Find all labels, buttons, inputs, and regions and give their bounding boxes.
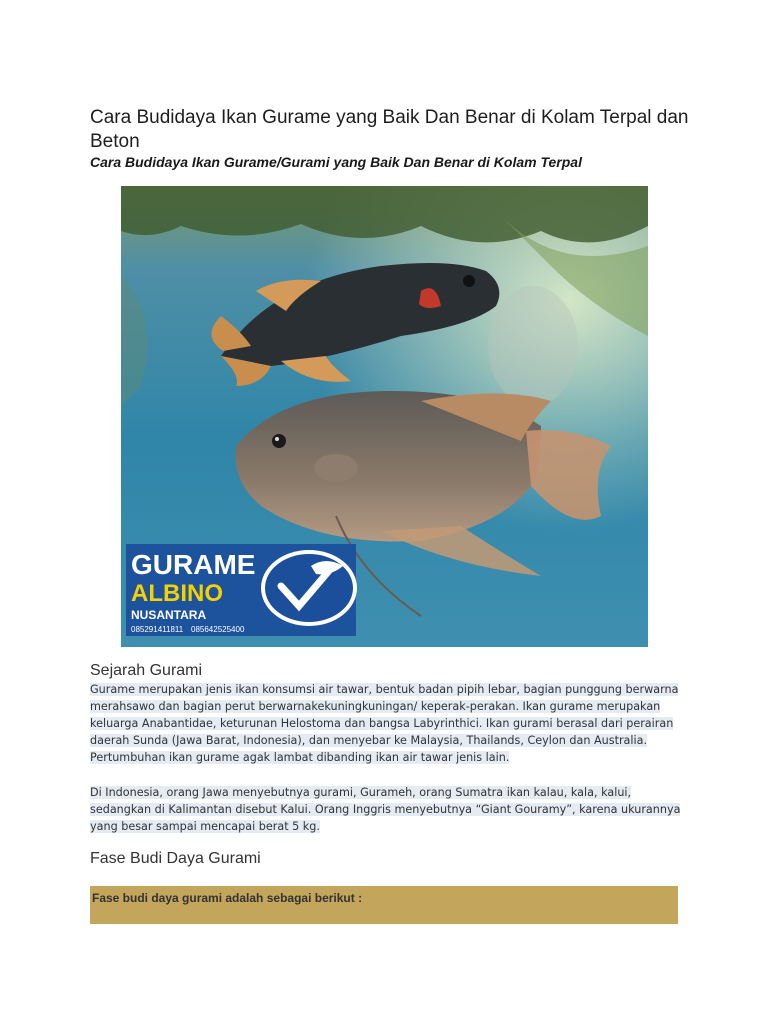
logo-line1: GURAME: [131, 549, 256, 580]
gourami-photo: [121, 186, 648, 647]
paragraph-text: Gurame merupakan jenis ikan konsumsi air tawar, bentuk badan pipih lebar, bagian punggung berwarna merahsawo dan bagian perut berwarnakekuningkuningan/ keperak-perakan. Ikan gurame merupakan keluarga Anabantidae, keturunan Helostoma dan bangsa Labyrinthici. Ikan gurami berasal dari perairan daerah Sunda (Jawa Barat, Indonesia), dan menyebar ke Malaysia, Thailands, Ceylon dan Australia. Pertumbuhan ikan gurame agak lambat dibanding ikan air tawar jenis lain.: [90, 683, 679, 764]
paragraph-text: Di Indonesia, orang Jawa menyebutnya gurami, Gurameh, orang Sumatra ikan kalau, kala, kalui, sedangkan di Kalimantan disebut Kalui. Orang Inggris menyebutnya “Giant Gouramy”, karena ukurannya yang besar sampai mencapai berat 5 kg.: [90, 786, 681, 833]
page-subtitle: Cara Budidaya Ikan Gurame/Gurami yang Baik Dan Benar di Kolam Terpal: [90, 154, 582, 170]
logo-line2: ALBINO: [131, 580, 223, 607]
highlight-box: [90, 886, 678, 924]
checkmark-fish-icon: [261, 550, 357, 626]
logo-phone2: 085642525400: [191, 625, 245, 634]
logo-line3: NUSANTARA: [131, 608, 207, 622]
section-heading-sejarah: Sejarah Gurami: [90, 662, 203, 679]
logo-phone1: 085291411811: [131, 625, 184, 634]
highlight-box-text: Fase budi daya gurami adalah sebagai berikut :: [92, 891, 363, 905]
paragraph-sejarah-1: [90, 681, 690, 766]
section-heading-fase: Fase Budi Daya Gurami: [90, 850, 261, 867]
page-title: Cara Budidaya Ikan Gurame yang Baik Dan Benar di Kolam Terpal dan Beton: [90, 107, 689, 152]
paragraph-sejarah-2: [90, 784, 690, 835]
